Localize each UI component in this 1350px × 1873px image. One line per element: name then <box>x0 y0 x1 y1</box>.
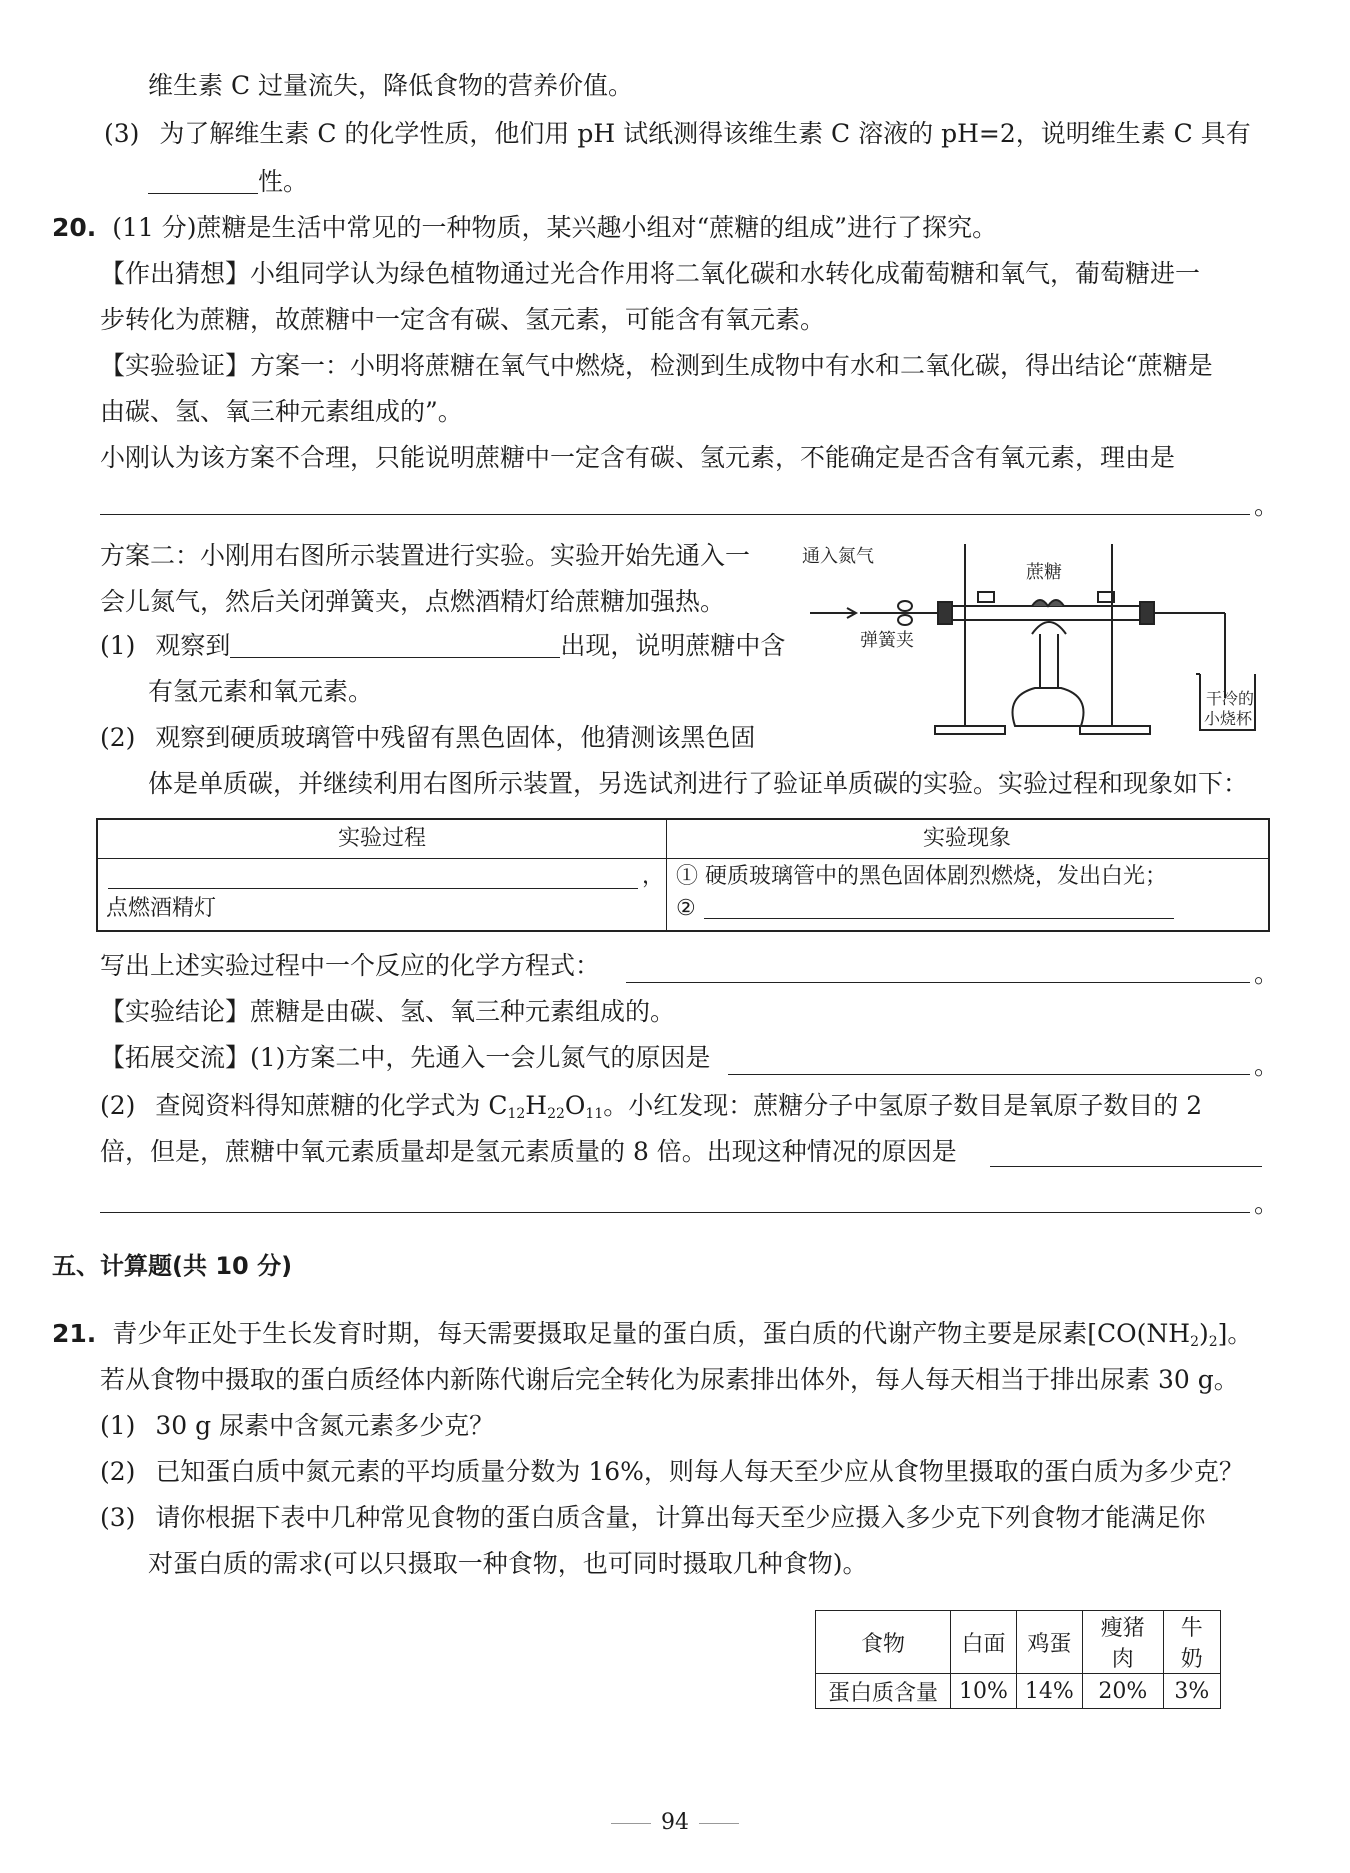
extend-blank[interactable] <box>728 1074 1250 1075</box>
obs1-blank[interactable] <box>230 631 560 658</box>
period: 。 <box>1254 491 1280 520</box>
food-protein-table <box>815 1610 1221 1709</box>
section-title: 五、计算题(共 10 分) <box>52 1252 293 1280</box>
rule-left <box>611 1823 651 1824</box>
element-h: H <box>525 1091 548 1120</box>
q20-gang-line: 小刚认为该方案不合理，只能说明蔗糖中一定含有碳、氢元素，不能确定是否含有氧元素，理由是 <box>100 443 1176 472</box>
obs2-line1: 观察到硬质玻璃管中残留有黑色固体，他猜测该黑色固 <box>155 723 756 752</box>
q20-obs2-line2: 体是单质碳，并继续利用右图所示装置，另选试剂进行了验证单质碳的实验。实验过程和现象如下： <box>148 769 1249 798</box>
q21-line1 <box>52 1318 1252 1358</box>
label-nitrogen: 通入氮气 <box>802 546 874 566</box>
q19-part3-answer <box>148 166 308 198</box>
extend-line: 【拓展交流】(1)方案二中，先通入一会儿氮气的原因是 <box>100 1043 711 1072</box>
part1-label: (1) <box>100 1411 136 1440</box>
ext2-blank-a[interactable] <box>990 1166 1262 1167</box>
part2-text: 已知蛋白质中氮元素的平均质量分数为 16%，则每人每天至少应从食物里摄取的蛋白质为多少克？ <box>155 1457 1244 1486</box>
process-comma: ， <box>642 864 665 889</box>
q20-plan2-line2: 会儿氮气，然后关闭弹簧夹，点燃酒精灯给蔗糖加强热。 <box>100 587 726 616</box>
q21-part2 <box>100 1456 1244 1488</box>
header-process: 实验过程 <box>337 826 426 851</box>
ext2-pre: 查阅资料得知蔗糖的化学式为 C <box>155 1091 508 1120</box>
obs1-post: 出现，说明蔗糖中含 <box>560 631 786 660</box>
rule-right <box>699 1823 739 1824</box>
period: 。 <box>1254 959 1280 988</box>
part3-label: (3) <box>100 1503 136 1532</box>
q20-guess-line1: 【作出猜想】小组同学认为绿色植物通过光合作用将二氧化碳和水转化成葡萄糖和氧气，葡萄糖进一 <box>100 259 1201 288</box>
process-blank[interactable] <box>108 888 638 889</box>
q20-verify-line1: 【实验验证】方案一：小明将蔗糖在氧气中燃烧，检测到生成物中有水和二氧化碳，得出结论“蔗糖是 <box>100 351 1213 380</box>
ext2-post: 。小红发现：蔗糖分子中氢原子数目是氧原子数目的 2 <box>603 1091 1203 1120</box>
q21-line2: 若从食物中摄取的蛋白质经体内新陈代谢后完全转化为尿素排出体外，每人每天相当于排出尿素 30 g。 <box>100 1365 1239 1394</box>
experiment-table <box>96 818 1270 932</box>
q19-part3 <box>104 118 1251 150</box>
table-header-rule <box>98 858 1268 859</box>
table-cell: 食物 <box>816 1611 951 1674</box>
table-cell: 14% <box>1016 1674 1082 1709</box>
reason-blank[interactable] <box>100 514 1250 515</box>
q20-plan2-line1: 方案二：小刚用右图所示装置进行实验。实验开始先通入一 <box>100 541 751 570</box>
equation-blank[interactable] <box>626 982 1250 983</box>
label-clamp: 弹簧夹 <box>860 630 914 650</box>
conclusion-line: 【实验结论】蔗糖是由碳、氢、氧三种元素组成的。 <box>100 997 676 1026</box>
table-cell: 蛋白质含量 <box>816 1674 951 1709</box>
part1-text: 30 g 尿素中含氮元素多少克？ <box>155 1411 495 1440</box>
phenomenon-2-label: ② <box>676 896 696 921</box>
obs1-pre: 观察到 <box>155 631 231 660</box>
element-o: O <box>564 1091 586 1120</box>
label-sugar: 蔗糖 <box>1026 562 1062 582</box>
q20-verify-line2: 由碳、氢、氧三种元素组成的”。 <box>100 397 463 426</box>
q21-part3-line2: 对蛋白质的需求(可以只摄取一种食物，也可同时摄取几种食物)。 <box>148 1549 868 1578</box>
period: 。 <box>1254 1051 1280 1080</box>
question-number: 20. <box>52 213 97 242</box>
phenomenon-2 <box>676 894 1174 924</box>
q20-obs1-line2: 有氢元素和氧元素。 <box>148 677 374 706</box>
page-number <box>0 1810 1350 1835</box>
answer-blank[interactable] <box>148 167 258 194</box>
ext2-blank-b[interactable] <box>100 1212 1250 1213</box>
table-cell: 瘦猪肉 <box>1082 1611 1163 1674</box>
ext2-line2: 倍，但是，蔗糖中氧元素质量却是氢元素质量的 8 倍。出现这种情况的原因是 <box>100 1137 957 1166</box>
q20-intro <box>52 212 997 244</box>
obs2-label: (2) <box>100 723 136 752</box>
continued-line: 维生素 C 过量流失，降低食物的营养价值。 <box>148 71 634 100</box>
equation-line: 写出上述实验过程中一个反应的化学方程式： <box>100 951 601 980</box>
phenomenon-1: ① 硬质玻璃管中的黑色固体剧烈燃烧，发出白光； <box>676 864 1167 889</box>
q19-part3-tail: 性。 <box>258 167 309 196</box>
phenomenon-2-blank[interactable] <box>704 896 1174 919</box>
part2-label: (2) <box>100 1457 136 1486</box>
table-cell: 20% <box>1082 1674 1163 1709</box>
label-beaker-1: 干冷的 <box>1206 691 1255 708</box>
subscript-22: 22 <box>547 1106 565 1122</box>
obs1-label: (1) <box>100 631 136 660</box>
part3-line1: 请你根据下表中几种常见食物的蛋白质含量，计算出每天至少应摄入多少克下列食物才能满足你 <box>155 1503 1206 1532</box>
header-phenomenon: 实验现象 <box>922 826 1011 851</box>
q20-obs1 <box>100 630 785 662</box>
question-number: 21. <box>52 1319 97 1348</box>
q21-line1-mid: ) <box>1198 1319 1209 1348</box>
label-beaker-2: 小烧杯 <box>1204 711 1253 728</box>
q20-intro-text: (11 分)蔗糖是生活中常见的一种物质，某兴趣小组对“蔗糖的组成”进行了探究。 <box>112 213 998 242</box>
table-row <box>816 1674 1221 1709</box>
q19-part3-text: 为了解维生素 C 的化学性质，他们用 pH 试纸测得该维生素 C 溶液的 pH=2，说明维生素 C 具有 <box>159 119 1251 148</box>
table-cell: 3% <box>1163 1674 1220 1709</box>
q21-part1 <box>100 1410 494 1442</box>
table-row <box>816 1611 1221 1674</box>
period: 。 <box>1254 1189 1280 1218</box>
q21-line1-post: ]。 <box>1217 1319 1253 1348</box>
subscript-2a: 2 <box>1190 1334 1199 1350</box>
table-cell: 10% <box>951 1674 1017 1709</box>
subscript-2b: 2 <box>1208 1334 1218 1350</box>
table-cell: 白面 <box>951 1611 1017 1674</box>
apparatus-figure <box>800 538 1270 738</box>
process-line2: 点燃酒精灯 <box>106 896 217 921</box>
page-number-text: 94 <box>661 1810 689 1835</box>
subscript-12: 12 <box>507 1106 526 1122</box>
q20-guess-line2: 步转化为蔗糖，故蔗糖中一定含有碳、氢元素，可能含有氧元素。 <box>100 305 826 334</box>
table-divider <box>666 820 667 930</box>
ext2-line1 <box>100 1090 1202 1130</box>
q20-obs2 <box>100 722 755 754</box>
q21-line1-pre: 青少年正处于生长发育时期，每天需要摄取足量的蛋白质，蛋白质的代谢产物主要是尿素[CO(NH <box>112 1319 1191 1348</box>
q21-part3 <box>100 1502 1205 1534</box>
table-cell: 牛奶 <box>1163 1611 1220 1674</box>
subscript-11: 11 <box>585 1106 604 1122</box>
q19-part3-label: (3) <box>104 119 140 148</box>
table-cell: 鸡蛋 <box>1016 1611 1082 1674</box>
ext2-label: (2) <box>100 1091 136 1120</box>
